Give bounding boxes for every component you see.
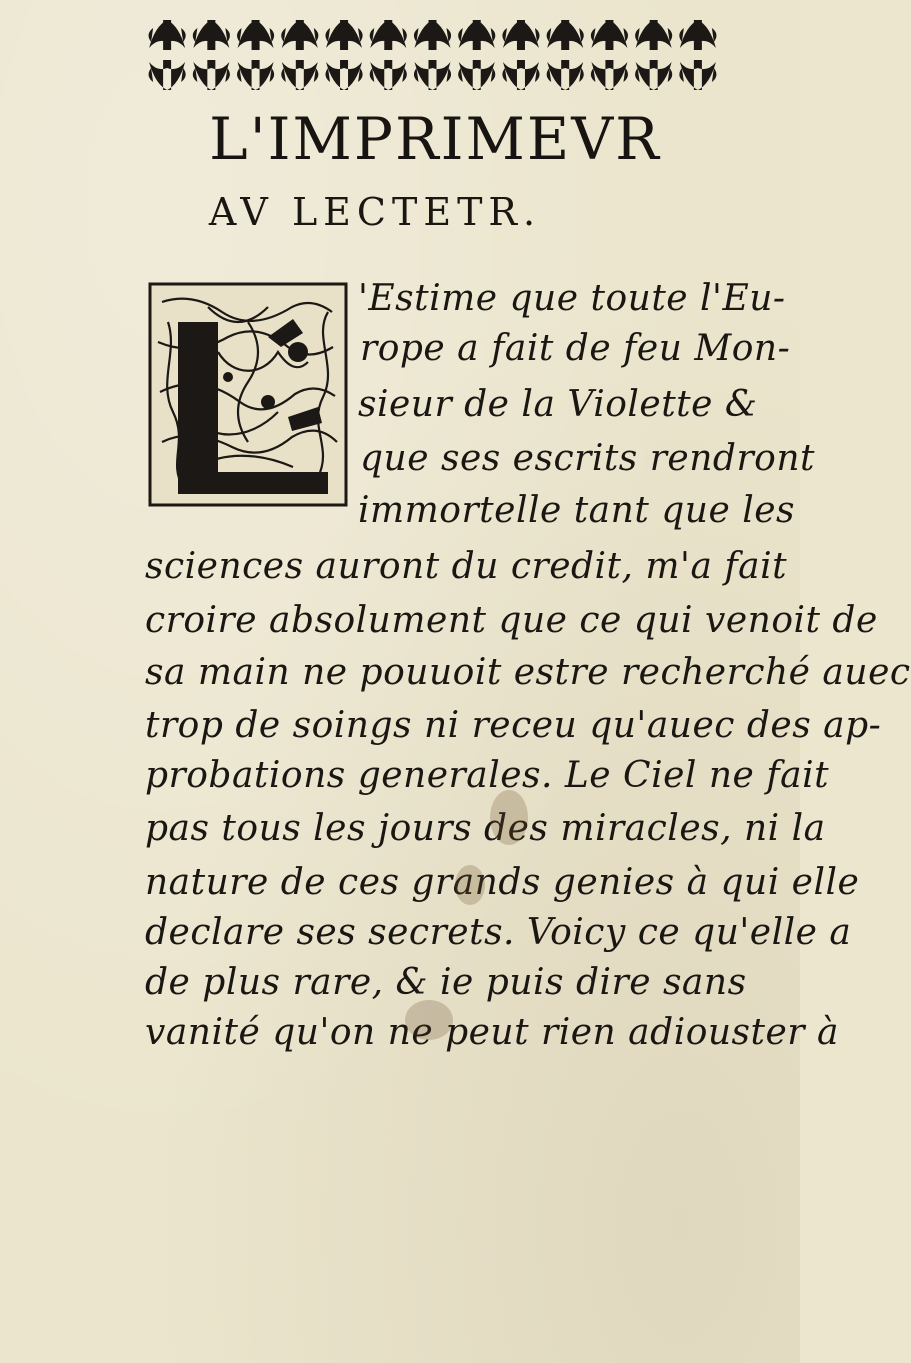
fleuron-icon — [237, 60, 274, 90]
fleuron-icon — [325, 20, 362, 50]
reader-subtitle: AV LECTETR. — [208, 190, 542, 234]
fleuron-icon — [281, 20, 318, 50]
fleuron-icon — [458, 60, 495, 90]
fleuron-icon — [149, 60, 186, 90]
fleuron-icon — [635, 20, 672, 50]
decorated-initial-letter — [148, 282, 348, 507]
fleuron-icon — [414, 60, 451, 90]
fleuron-icon — [635, 60, 672, 90]
fleuron-icon — [325, 60, 362, 90]
ink-stain — [490, 790, 528, 845]
fleuron-icon — [193, 60, 230, 90]
fleuron-icon — [414, 20, 451, 50]
ink-stain — [455, 865, 485, 905]
fleuron-icon — [591, 60, 628, 90]
body-line: rope a fait de feu Mon- — [360, 328, 791, 369]
fleuron-icon — [370, 20, 407, 50]
body-line: sieur de la Violette & — [358, 384, 758, 425]
body-line: pas tous les jours des miracles, ni la — [145, 808, 826, 849]
body-line: que ses escrits rendront — [360, 438, 816, 479]
fleuron-icon — [547, 60, 584, 90]
fleuron-icon — [237, 20, 274, 50]
body-line: de plus rare, & ie puis dire sans — [145, 962, 747, 1003]
printer-title: L'IMPRIMEVR — [209, 105, 661, 173]
fleuron-icon — [458, 20, 495, 50]
fleuron-icon — [370, 60, 407, 90]
body-line: 'Estime que toute l'Eu- — [358, 278, 786, 319]
body-line: sa main ne pouuoit estre recherché auec — [145, 652, 911, 693]
fleuron-icon — [547, 20, 584, 50]
body-line: probations generales. Le Ciel ne fait — [145, 755, 830, 796]
body-line: nature de ces grands genies à qui elle — [145, 862, 860, 903]
body-line: sciences auront du credit, m'a fait — [145, 546, 788, 587]
body-line: declare ses secrets. Voicy ce qu'elle a — [145, 912, 852, 953]
fleuron-icon — [502, 20, 539, 50]
fleuron-icon — [679, 20, 716, 50]
body-line: vanité qu'on ne peut rien adiouster à — [145, 1012, 839, 1053]
ornamental-border-band — [145, 10, 720, 100]
initial-letter-glyph: I — [198, 467, 199, 468]
fleuron-icon — [149, 20, 186, 50]
fleuron-icon — [591, 20, 628, 50]
body-line: immortelle tant que les — [358, 490, 796, 531]
fleuron-icon — [193, 20, 230, 50]
body-line: trop de soings ni receu qu'auec des ap- — [145, 705, 882, 746]
fleuron-icon — [679, 60, 716, 90]
ink-stain — [405, 1000, 453, 1040]
body-line: croire absolument que ce qui venoit de — [145, 600, 878, 641]
fleuron-icon — [502, 60, 539, 90]
fleuron-icon — [281, 60, 318, 90]
